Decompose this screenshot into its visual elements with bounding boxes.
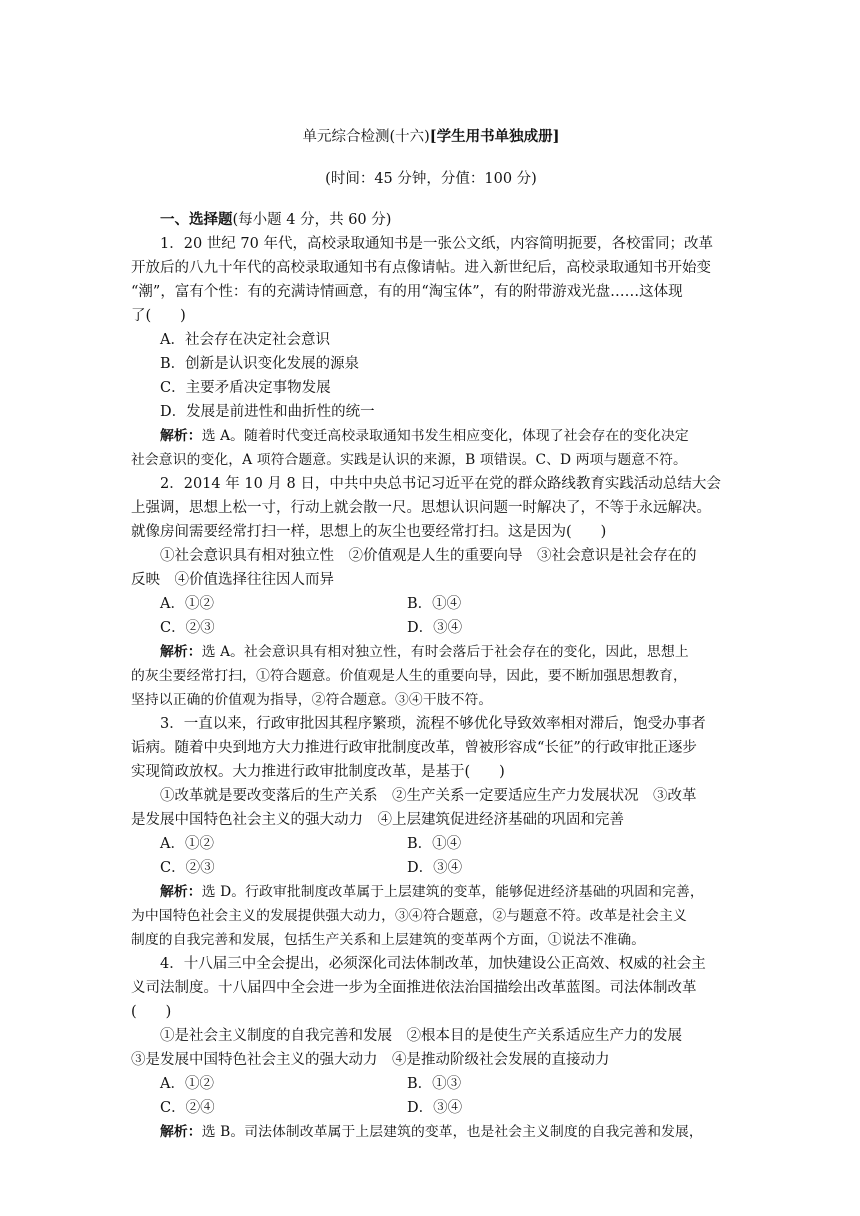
option-b: B．①④	[407, 596, 462, 612]
option-a: A．①②	[160, 596, 214, 612]
section-heading	[131, 208, 731, 232]
question-2	[131, 472, 731, 712]
statement-line: ③是发展中国特色社会主义的强大动力 ④是推动阶级社会发展的直接动力	[131, 1052, 610, 1068]
question-text-line: 上强调，思想上松一寸，行动上就会散一尺。思想认识问题一时解决了，不等于永远解决。	[131, 500, 711, 516]
analysis-line: 制度的自我完善和发展，包括生产关系和上层建筑的变革两个方面，①说法不准确。	[131, 932, 646, 948]
question-text-line: 义司法制度。十八届四中全会进一步为全面推进依法治国描绘出改革蓝图。司法体制改革	[131, 980, 697, 996]
option-b: B．①③	[407, 1076, 462, 1092]
option-d: D．发展是前进性和曲折性的统一	[160, 404, 375, 420]
option-c: C．主要矛盾决定事物发展	[160, 380, 331, 396]
question-1	[131, 232, 731, 472]
option-a: A．①②	[160, 836, 214, 852]
question-text-line: 实现简政放权。大力推进行政审批制度改革，是基于( )	[131, 764, 505, 780]
question-text-line: 诟病。随着中央到地方大力推进行政审批制度改革，曾被形容成“长征”的行政审批正逐步	[131, 740, 697, 756]
question-text-line: 开放后的八九十年代的高校录取通知书有点像请帖。进入新世纪后，高校录取通知书开始变	[131, 260, 711, 276]
title-bracket: [学生用书单独成册]	[429, 128, 560, 145]
analysis-line: 社会意识的变化，A 项符合题意。实践是认识的来源，B 项错误。C、D 两项与题意不符。	[131, 452, 687, 468]
option-b: B．创新是认识变化发展的源泉	[160, 356, 360, 372]
statement-line: 是发展中国特色社会主义的强大动力 ④上层建筑促进经济基础的巩固和完善	[131, 812, 624, 828]
page-title	[131, 126, 731, 148]
option-row	[131, 1096, 731, 1120]
analysis-label: 解析：	[160, 644, 202, 660]
statement-line: ①社会意识具有相对独立性 ②价值观是人生的重要向导 ③社会意识是社会存在的	[160, 548, 697, 564]
exam-info: (时间：45 分钟，分值：100 分)	[325, 171, 537, 187]
analysis-line: 解析：选 D。行政审批制度改革属于上层建筑的变革，能够促进经济基础的巩固和完善，	[160, 884, 704, 900]
option-row	[131, 592, 731, 616]
question-text-line: 3．一直以来，行政审批因其程序繁琐，流程不够优化导致效率相对滞后，饱受办事者	[160, 716, 706, 732]
question-text-line: 1．20 世纪 70 年代，高校录取通知书是一张公文纸，内容简明扼要，各校雷同；改革	[160, 236, 713, 252]
analysis-line: 为中国特色社会主义的发展提供强大动力，③④符合题意，②与题意不符。改革是社会主义	[131, 908, 687, 924]
question-text-line: 就像房间需要经常打扫一样，思想上的灰尘也要经常打扫。这是因为( )	[131, 524, 607, 540]
option-row	[131, 856, 731, 880]
statement-line: 反映 ④价值选择往往因人而异	[131, 572, 334, 588]
analysis-line: 解析：选 B。司法体制改革属于上层建筑的变革，也是社会主义制度的自我完善和发展，	[160, 1124, 703, 1140]
option-c: C．②④	[160, 1100, 215, 1116]
question-text-line: 2．2014 年 10 月 8 日，中共中央总书记习近平在党的群众路线教育实践活动总结大会	[160, 476, 721, 492]
analysis-label: 解析：	[160, 428, 202, 444]
statement-line: ①改革就是要改变落后的生产关系 ②生产关系一定要适应生产力发展状况 ③改革	[160, 788, 697, 804]
question-3	[131, 712, 731, 952]
option-d: D．③④	[407, 1100, 463, 1116]
question-text-line: 4．十八届三中全会提出，必须深化司法体制改革，加快建设公正高效、权威的社会主	[160, 956, 706, 972]
option-d: D．③④	[407, 620, 463, 636]
question-text-line: “潮”，富有个性：有的充满诗情画意，有的用“淘宝体”，有的附带游戏光盘……这体现	[131, 284, 683, 300]
option-c: C．②③	[160, 860, 215, 876]
analysis-line: 坚持以正确的价值观为指导，②符合题意。③④干肢不符。	[131, 692, 493, 708]
question-text-line: 了( )	[131, 308, 186, 324]
section-note: (每小题 4 分，共 60 分)	[232, 212, 392, 228]
document-page	[131, 126, 731, 1144]
question-text-line: ( )	[131, 1004, 172, 1020]
option-a: A．①②	[160, 1076, 214, 1092]
analysis-label: 解析：	[160, 884, 202, 900]
option-d: D．③④	[407, 860, 463, 876]
option-a: A．社会存在决定社会意识	[160, 332, 330, 348]
analysis-line: 解析：选 A。社会意识具有相对独立性，有时会落后于社会存在的变化，因此，思想上	[160, 644, 689, 660]
statement-line: ①是社会主义制度的自我完善和发展 ②根本目的是使生产关系适应生产力的发展	[160, 1028, 682, 1044]
option-b: B．①④	[407, 836, 462, 852]
analysis-label: 解析：	[160, 1124, 202, 1140]
section-label: 一、选择题	[160, 211, 233, 228]
analysis-line: 的灰尘要经常打扫，①符合题意。价值观是人生的重要向导，因此，要不断加强思想教育，	[131, 668, 687, 684]
analysis-line: 解析：选 A。随着时代变迁高校录取通知书发生相应变化，体现了社会存在的变化决定	[160, 428, 689, 444]
option-row	[131, 616, 731, 640]
question-4	[131, 952, 731, 1144]
option-row	[131, 832, 731, 856]
title-main: 单元综合检测(十六)	[302, 129, 430, 145]
option-row	[131, 1072, 731, 1096]
option-c: C．②③	[160, 620, 215, 636]
